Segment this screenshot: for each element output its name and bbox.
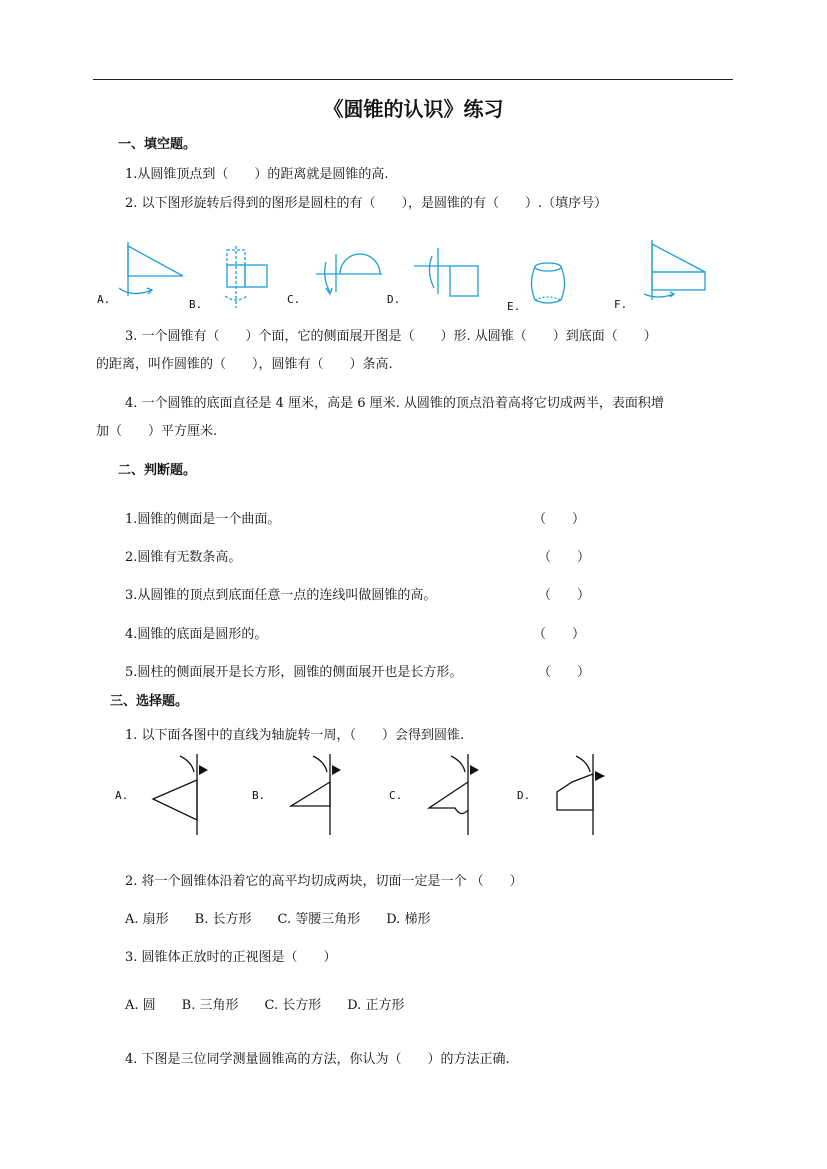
fill-question-2: 2. 以下图形旋转后得到的图形是圆柱的有（ ），是圆锥的有（ ）.（填序号） — [125, 196, 608, 211]
choice-figure-c — [425, 752, 490, 837]
choice-figure-label-c: C. — [389, 789, 403, 802]
choice-figure-label-a: A. — [115, 789, 129, 802]
section-judge-heading: 二、判断题。 — [118, 463, 197, 478]
judge-item-2: 2.圆锥有无数条高。 — [125, 550, 242, 565]
choice-figure-label-d: D. — [517, 789, 531, 802]
figure-label-a: A. — [97, 293, 111, 306]
figure-rotation-a — [97, 238, 192, 308]
judge-item-4: 4.圆锥的底面是圆形的。 — [125, 627, 268, 642]
figure-rotation-e — [528, 260, 573, 310]
fill-question-3-line1: 3. 一个圆锥有（ ）个面，它的侧面展开图是（ ）形. 从圆锥（ ）到底面（ ） — [125, 329, 657, 344]
choice-figure-label-b: B. — [252, 789, 266, 802]
choice-figure-a — [150, 752, 215, 837]
judge-item-3: 3.从圆锥的顶点到底面任意一点的连线叫做圆锥的高。 — [125, 588, 437, 603]
figure-rotation-f — [638, 238, 713, 306]
judge-answer-5: （ ） — [538, 665, 591, 680]
choice-question-1: 1. 以下面各图中的直线为轴旋转一周，（ ）会得到圆锥. — [125, 728, 465, 743]
judge-answer-1: （ ） — [533, 512, 586, 527]
choice-question-2: 2. 将一个圆锥体沿着它的高平均切成两块，切面一定是一个 （ ） — [125, 874, 523, 889]
section-fill-heading: 一、填空题。 — [118, 137, 197, 152]
figure-rotation-b — [215, 246, 275, 311]
judge-item-5: 5.圆柱的侧面展开是长方形，圆锥的侧面展开也是长方形。 — [125, 665, 463, 680]
section-choice-heading: 三、选择题。 — [110, 694, 189, 709]
figure-label-f: F. — [614, 298, 628, 311]
fill-question-4-line2: 加（ ）平方厘米. — [96, 424, 218, 439]
choice-question-2-options: A. 扇形 B. 长方形 C. 等腰三角形 D. 梯形 — [125, 912, 431, 927]
choice-figure-d — [552, 752, 617, 837]
judge-answer-2: （ ） — [538, 550, 591, 565]
header-rule — [93, 79, 733, 80]
judge-item-1: 1.圆锥的侧面是一个曲面。 — [125, 512, 281, 527]
figure-label-e: E. — [507, 300, 521, 313]
figure-label-d: D. — [387, 293, 401, 306]
choice-question-3-options: A. 圆 B. 三角形 C. 长方形 D. 正方形 — [125, 998, 405, 1013]
figure-label-c: C. — [287, 293, 301, 306]
judge-answer-4: （ ） — [533, 627, 586, 642]
judge-answer-3: （ ） — [538, 588, 591, 603]
choice-figure-b — [285, 752, 350, 837]
figure-rotation-c — [312, 248, 387, 303]
fill-question-1: 1.从圆锥顶点到（ ）的距离就是圆锥的高. — [125, 167, 389, 182]
page-title: 《圆锥的认识》练习 — [323, 97, 504, 121]
choice-question-4: 4. 下图是三位同学测量圆锥高的方法，你认为（ ）的方法正确. — [125, 1052, 510, 1067]
fill-question-3-line2: 的距离，叫作圆锥的（ ），圆锥有（ ）条高. — [96, 357, 393, 372]
choice-question-3: 3. 圆锥体正放时的正视图是（ ） — [125, 950, 337, 965]
figure-rotation-d — [412, 246, 487, 301]
fill-question-4-line1: 4. 一个圆锥的底面直径是 4 厘米，高是 6 厘米. 从圆锥的顶点沿着高将它切成两半，表面积增 — [125, 396, 664, 411]
figure-label-b: B. — [189, 298, 203, 311]
